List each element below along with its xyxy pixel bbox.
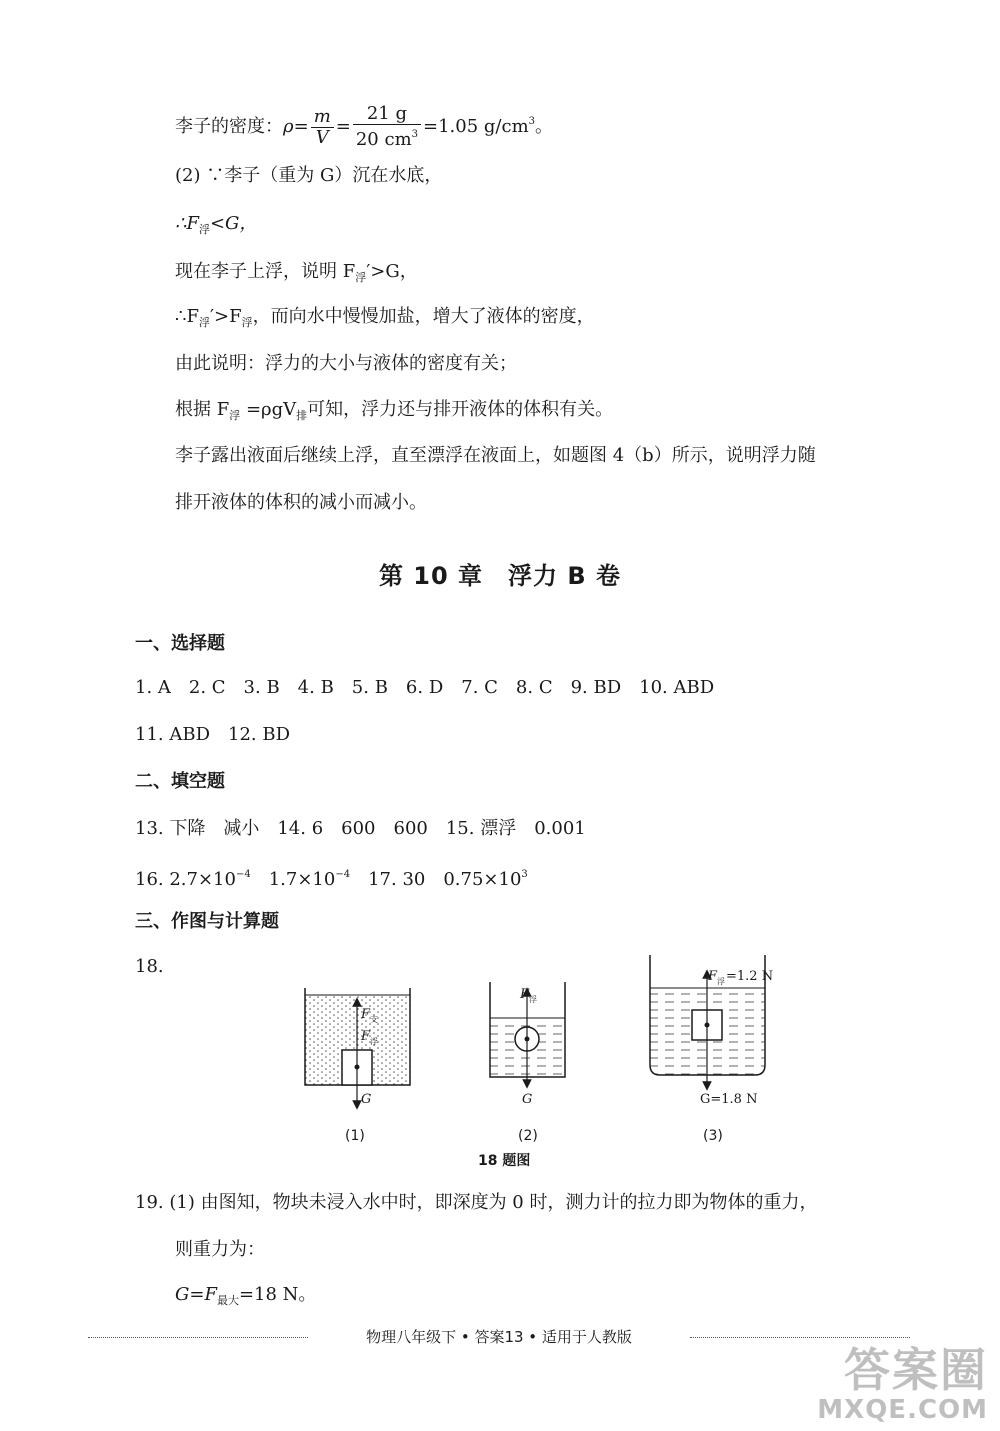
l4-sub: 浮: [355, 271, 367, 284]
l7-sub1: 浮: [229, 409, 241, 422]
fig18-1: [305, 988, 410, 1107]
section-fill-heading: 二、填空题: [135, 771, 225, 792]
q19-l3-a: G=F: [175, 1284, 217, 1305]
q19-l3-b: =18 N。: [238, 1284, 317, 1305]
f3-G: G=1.8 N: [700, 1092, 758, 1107]
l7-c: 可知，浮力还与排开液体的体积有关。: [307, 399, 614, 420]
f3-sub: 浮: [717, 977, 725, 986]
q19-line-2: 则重力为：: [175, 1239, 265, 1260]
answer-line-3: [175, 212, 257, 242]
frac-num-value: 21 g: [353, 104, 421, 125]
page-footer: [88, 1326, 910, 1348]
density-line: [175, 104, 553, 150]
l3-b: <G，: [209, 213, 258, 234]
density-result-exp: 3: [528, 116, 536, 127]
f2-sub: 浮: [529, 995, 537, 1004]
l5-sub1: 浮: [198, 316, 210, 329]
f2-b: 1.7×10: [250, 869, 336, 890]
frac-num-m: m: [311, 107, 334, 128]
f1-F2: F: [361, 1029, 371, 1044]
watermark-logo: 答案圈: [844, 1343, 988, 1397]
f2-c: 17. 30 0.75×10: [350, 869, 522, 890]
footer-dots-right: [690, 1337, 910, 1338]
l5-sub2: 浮: [241, 316, 253, 329]
frac-den-value: [353, 125, 421, 150]
l5-b: ′>F: [209, 306, 242, 327]
answer-line-4: [175, 260, 418, 290]
eq-sign-2: =: [335, 116, 351, 137]
l3-a: ∴F: [175, 213, 199, 234]
answer-line-8: 李子露出液面后继续上浮，直至漂浮在液面上，如题图 4（b）所示，说明浮力随: [175, 445, 816, 466]
l4-b: ′>G，: [366, 261, 418, 282]
l5-c: ，而向水中慢慢加盐，增大了液体的密度，: [252, 306, 595, 327]
f1-F: F: [361, 1007, 371, 1022]
f1-sub1: 支: [370, 1015, 378, 1024]
answer-line-7: [175, 398, 613, 428]
footer-text: 物理八年级下 • 答案13 • 适用于人教版: [360, 1328, 638, 1346]
section-choice-heading: 一、选择题: [135, 633, 225, 654]
answer-line-6: 由此说明：浮力的大小与液体的密度有关；: [175, 353, 517, 374]
figure-18-caption: 18 题图: [478, 1153, 531, 1169]
fill-answers-2: [135, 863, 528, 892]
f3-Fval: =1.2 N: [726, 969, 774, 984]
l3-sub: 浮: [198, 223, 210, 236]
answer-line-9: 排开液体的体积的减小而减小。: [175, 492, 427, 513]
q19-line-1: 19. (1) 由图知，物块未浸入水中时，即深度为 0 时，测力计的拉力即为物体的重力，: [135, 1192, 818, 1213]
f2-G: G: [522, 1092, 533, 1107]
rho-symbol: ρ: [283, 116, 294, 137]
l7-a: 根据 F: [175, 399, 230, 420]
frac-den-text: 20 cm: [355, 129, 412, 150]
f1-sub2: 浮: [370, 1037, 378, 1046]
density-result-end: 。: [535, 116, 554, 137]
section-calc-heading: 三、作图与计算题: [135, 911, 279, 932]
l5-a: ∴F: [175, 306, 199, 327]
choice-answers-1: 1. A 2. C 3. B 4. B 5. B 6. D 7. C 8. C 9. BD 10. ABD: [135, 677, 715, 698]
frac-den-v: V: [315, 126, 329, 148]
f2-e3: 3: [521, 869, 528, 880]
f2-F: F: [520, 987, 530, 1002]
eq-sign: =: [293, 116, 309, 137]
l7-sub2: 排: [296, 409, 308, 422]
f1-G: G: [361, 1092, 372, 1107]
figure-18: [280, 950, 800, 1180]
f2-a: 16. 2.7×10: [135, 869, 236, 890]
fig-caption-3: (3): [703, 1128, 723, 1144]
fig-caption-1: (1): [345, 1128, 365, 1144]
watermark-url: MXQE.COM: [817, 1395, 988, 1425]
frac-den-exp: 3: [411, 129, 419, 140]
answer-line-2: (2) ∵李子（重为 G）沉在水底，: [175, 165, 443, 186]
footer-dots-left: [88, 1337, 308, 1338]
chapter-title: 第 10 章 浮力 B 卷: [378, 562, 622, 590]
q19-l3-sub: 最大: [216, 1294, 239, 1307]
f3-F: F: [708, 969, 718, 984]
fill-answers-1: 13. 下降 减小 14. 6 600 600 15. 漂浮 0.001: [135, 818, 586, 839]
choice-answers-2: 11. ABD 12. BD: [135, 724, 291, 745]
fig-caption-2: (2): [518, 1128, 538, 1144]
f2-e1: −4: [235, 869, 251, 880]
watermark: [817, 1345, 988, 1425]
density-result: =1.05 g/cm: [423, 116, 529, 137]
fig18-3: [650, 955, 773, 1107]
l4-a: 现在李子上浮，说明 F: [175, 261, 356, 282]
fig18-2: [490, 982, 565, 1107]
f2-e2: −4: [335, 869, 351, 880]
fraction-mv: [311, 107, 334, 148]
answer-line-5: [175, 305, 595, 335]
question-18-label: 18.: [135, 956, 164, 977]
fraction-values: [353, 104, 421, 150]
density-label: 李子的密度：: [175, 116, 283, 137]
q19-line-3: [175, 1283, 316, 1313]
l7-b: =ρgV: [240, 399, 297, 420]
